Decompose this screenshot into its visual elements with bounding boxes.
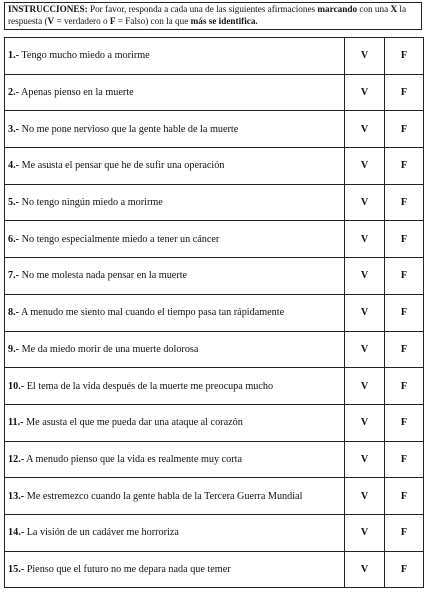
answer-falso-cell[interactable]: F xyxy=(385,111,424,148)
question-number: 7.- xyxy=(8,270,20,282)
question-statement xyxy=(5,551,345,588)
question-row xyxy=(5,441,424,478)
question-number: 6.- xyxy=(8,233,20,245)
questionnaire-table xyxy=(4,37,424,588)
question-number: 2.- xyxy=(8,87,20,99)
instructions-text: = verdadero o xyxy=(54,16,110,26)
answer-verdadero-cell[interactable]: V xyxy=(345,551,385,588)
question-statement xyxy=(5,514,345,551)
question-number: 3.- xyxy=(8,123,20,135)
answer-falso-cell[interactable]: F xyxy=(385,258,424,295)
question-row xyxy=(5,184,424,221)
question-statement xyxy=(5,331,345,368)
answer-falso-cell[interactable]: F xyxy=(385,221,424,258)
instructions-box xyxy=(4,2,422,30)
answer-falso-cell[interactable]: F xyxy=(385,368,424,405)
question-row xyxy=(5,551,424,588)
answer-verdadero-cell[interactable]: V xyxy=(345,111,385,148)
instructions-text: con una xyxy=(357,4,391,14)
question-text: A menudo pienso que la vida es realmente muy corta xyxy=(24,453,242,465)
question-row xyxy=(5,478,424,515)
question-number: 12.- xyxy=(8,453,25,465)
question-number: 14.- xyxy=(8,527,25,539)
question-text: Me da miedo morir de una muerte dolorosa xyxy=(19,343,199,355)
question-row xyxy=(5,331,424,368)
question-number: 8.- xyxy=(8,307,20,319)
question-text: Me asusta el pensar que he de sufir una operación xyxy=(19,160,225,172)
question-text: No me pone nervioso que la gente hable de la muerte xyxy=(19,123,239,135)
question-text: Me estremezco cuando la gente habla de la Tercera Guerra Mundial xyxy=(24,490,303,502)
answer-verdadero-cell[interactable]: V xyxy=(345,441,385,478)
answer-falso-cell[interactable]: F xyxy=(385,294,424,331)
instructions-emphasis-x: X xyxy=(390,4,398,14)
answer-verdadero-cell[interactable]: V xyxy=(345,148,385,185)
question-text: A menudo me siento mal cuando el tiempo pasa tan rápidamente xyxy=(19,307,285,319)
question-row xyxy=(5,368,424,405)
answer-verdadero-cell[interactable]: V xyxy=(345,478,385,515)
answer-verdadero-cell[interactable]: V xyxy=(345,368,385,405)
answer-verdadero-cell[interactable]: V xyxy=(345,184,385,221)
question-number: 11.- xyxy=(8,417,24,429)
question-row xyxy=(5,294,424,331)
question-text: Tengo mucho miedo a morirme xyxy=(19,50,150,62)
instructions-heading: INSTRUCCIONES: xyxy=(8,4,88,14)
question-number: 5.- xyxy=(8,197,20,209)
question-row xyxy=(5,38,424,75)
answer-falso-cell[interactable]: F xyxy=(385,331,424,368)
answer-verdadero-cell[interactable]: V xyxy=(345,514,385,551)
instructions-text: = Falso) con la que xyxy=(115,16,191,26)
question-text: El tema de la vida después de la muerte me preocupa mucho xyxy=(24,380,274,392)
question-row xyxy=(5,258,424,295)
question-statement xyxy=(5,441,345,478)
question-number: 4.- xyxy=(8,160,20,172)
question-number: 10.- xyxy=(8,380,25,392)
answer-verdadero-cell[interactable]: V xyxy=(345,404,385,441)
question-row xyxy=(5,221,424,258)
question-statement xyxy=(5,184,345,221)
question-statement xyxy=(5,111,345,148)
instructions-emphasis-marcando: marcando xyxy=(317,4,358,14)
answer-falso-cell[interactable]: F xyxy=(385,148,424,185)
question-row xyxy=(5,148,424,185)
answer-verdadero-cell[interactable]: V xyxy=(345,294,385,331)
answer-falso-cell[interactable]: F xyxy=(385,184,424,221)
question-statement xyxy=(5,258,345,295)
question-statement xyxy=(5,221,345,258)
answer-verdadero-cell[interactable]: V xyxy=(345,331,385,368)
instructions-emphasis-v: V xyxy=(47,16,55,26)
question-text: No tengo especialmente miedo a tener un cáncer xyxy=(19,233,220,245)
question-number: 1.- xyxy=(8,50,20,62)
question-statement xyxy=(5,478,345,515)
answer-verdadero-cell[interactable]: V xyxy=(345,221,385,258)
question-text: La visión de un cadáver me horroriza xyxy=(24,527,179,539)
answer-falso-cell[interactable]: F xyxy=(385,441,424,478)
question-statement xyxy=(5,38,345,75)
question-number: 9.- xyxy=(8,343,20,355)
instructions-emphasis-identifica: más se identifica. xyxy=(190,16,258,26)
answer-verdadero-cell[interactable]: V xyxy=(345,38,385,75)
question-row xyxy=(5,514,424,551)
question-number: 15.- xyxy=(8,563,25,575)
answer-falso-cell[interactable]: F xyxy=(385,38,424,75)
answer-verdadero-cell[interactable]: V xyxy=(345,258,385,295)
instructions-text: Por favor, responda a cada una de las siguientes afirmaciones xyxy=(87,4,318,14)
question-text: Me asusta el que me pueda dar una ataque al corazón xyxy=(23,417,243,429)
answer-falso-cell[interactable]: F xyxy=(385,514,424,551)
question-number: 13.- xyxy=(8,490,25,502)
answer-falso-cell[interactable]: F xyxy=(385,404,424,441)
answer-falso-cell[interactable]: F xyxy=(385,478,424,515)
question-row xyxy=(5,74,424,111)
instructions-text: la respuesta ( xyxy=(8,4,407,26)
question-statement xyxy=(5,294,345,331)
question-text: No me molesta nada pensar en la muerte xyxy=(19,270,188,282)
question-text: No tengo ningún miedo a morirme xyxy=(19,197,163,209)
answer-falso-cell[interactable]: F xyxy=(385,74,424,111)
question-text: Apenas pienso en la muerte xyxy=(19,87,134,99)
questionnaire-rows xyxy=(5,38,424,588)
question-statement xyxy=(5,368,345,405)
question-row xyxy=(5,404,424,441)
question-statement xyxy=(5,74,345,111)
instructions-emphasis-f: F xyxy=(109,16,116,26)
question-row xyxy=(5,111,424,148)
answer-verdadero-cell[interactable]: V xyxy=(345,74,385,111)
question-statement xyxy=(5,404,345,441)
answer-falso-cell[interactable]: F xyxy=(385,551,424,588)
question-statement xyxy=(5,148,345,185)
question-text: Pienso que el futuro no me depara nada que temer xyxy=(24,563,231,575)
